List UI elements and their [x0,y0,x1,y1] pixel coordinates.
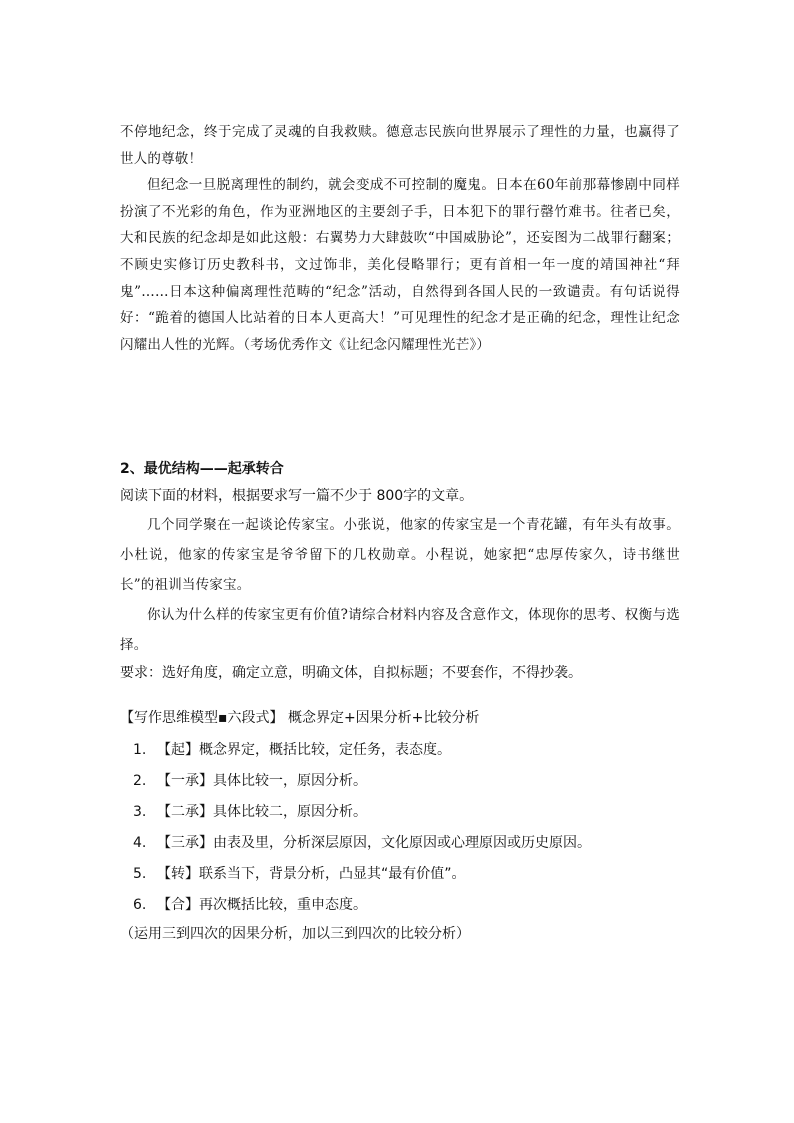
spacer [120,687,680,705]
essay-paragraph-1: 不停地纪念，终于完成了灵魂的自我救赎。德意志民族向世界展示了理性的力量，也赢得了世人的尊敬！ [120,124,680,167]
step-text: 【三承】由表及里，分析深层原因，文化原因或心理原因或历史原因。 [157,835,591,851]
step-text: 【转】联系当下，背景分析，凸显其“最有价值”。 [157,866,466,882]
model-title: 【写作思维模型▪六段式】 概念界定+因果分析+比较分析 [120,710,480,726]
step-text: 【二承】具体比较二，原因分析。 [157,804,367,820]
list-item [120,859,680,890]
list-item [120,766,680,797]
analysis-note: （运用三到四次的因果分析，加以三到四次的比较分析） [120,926,470,942]
step-number: 1. [133,742,147,758]
material-paragraph-2: 你认为什么样的传家宝更有价值?请综合材料内容及含意作文，体现你的思考、权衡与选择。 [120,607,680,653]
list-item [120,735,680,766]
material-text [120,510,680,660]
steps-list [120,735,680,921]
step-number: 5. [133,866,147,882]
essay-paragraph-2: 但纪念一旦脱离理性的制约，就会变成不可控制的魔鬼。日本在60年前那幕惨剧中同样扮演了不光彩的角色，作为亚洲地区的主要刽子手，日本犯下的罪行罄竹难书。往者已矣，大和民族的纪念却是如此这般：右翼势力大肆鼓吹“中国威胁论”，还妄图为二战罪行翻案；不顾史实修订历史教科书，文过饰非，美化侵略罪行；更有首相一年一度的靖国神社“拜鬼”……日本这种偏离理性范畴的“纪念”活动，自然得到各国人民的一致谴责。有句话说得好：“跪着的德国人比站着的日本人更高大！”可见理性的纪念才是正确的纪念，理性让纪念闪耀出人性的光辉。（考场优秀作文《让纪念闪耀理性光芒》） [120,177,680,353]
section-heading: 2、最优结构——起承转合 [120,461,284,477]
list-item [120,828,680,859]
list-item [120,797,680,828]
step-number: 2. [133,773,147,789]
material-paragraph-1: 几个同学聚在一起谈论传家宝。小张说，他家的传家宝是一个青花罐，有年头有故事。小杜说，他家的传家宝是爷爷留下的几枚勋章。小程说，她家把“忠厚传家久，诗书继世长”的祖训当传家宝。 [120,517,680,593]
step-number: 4. [133,835,147,851]
step-number: 3. [133,804,147,820]
writing-prompt: 阅读下面的材料，根据要求写一篇不少于 800字的文章。 [120,488,474,504]
step-number: 6. [133,897,147,913]
step-text: 【起】概念界定，概括比较，定任务，表态度。 [157,742,451,758]
writing-section [120,456,680,948]
step-text: 【一承】具体比较一，原因分析。 [157,773,367,789]
list-item [120,890,680,921]
step-text: 【合】再次概括比较，重申态度。 [157,897,367,913]
essay-excerpt [120,119,680,358]
requirement-text: 要求：选好角度，确定立意，明确文体，自拟标题；不要套作，不得抄袭。 [120,665,582,681]
